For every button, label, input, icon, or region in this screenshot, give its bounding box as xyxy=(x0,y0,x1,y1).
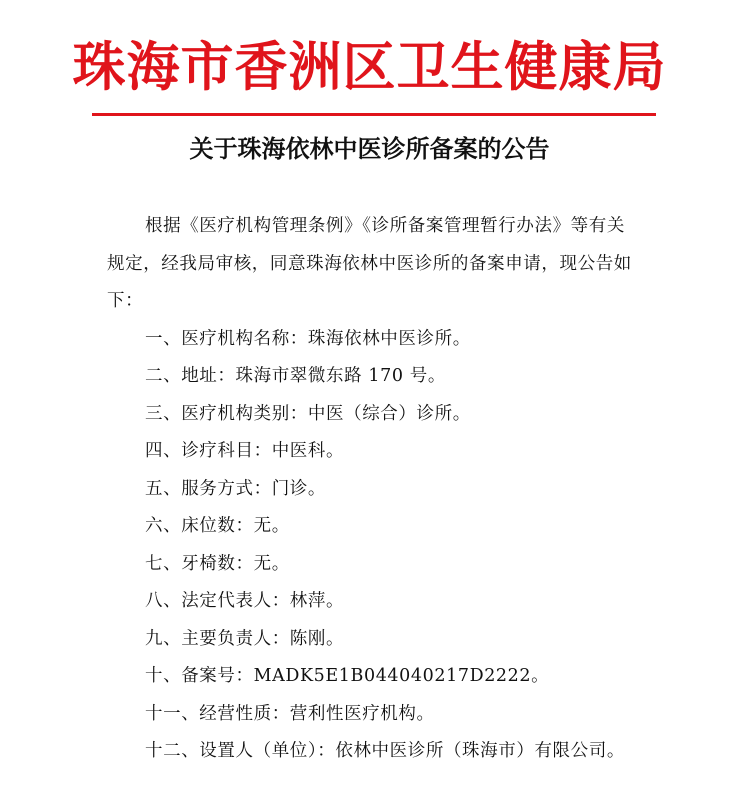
list-item: 三、医疗机构类别：中医（综合）诊所。 xyxy=(145,403,471,424)
list-item: 四、诊疗科目：中医科。 xyxy=(145,441,345,461)
list-item: 一、医疗机构名称：珠海依林中医诊所。 xyxy=(145,328,471,349)
list-item: 七、牙椅数：无。 xyxy=(145,553,290,574)
list-item: 八、法定代表人：林萍。 xyxy=(145,591,345,611)
document-title: 关于珠海依林中医诊所备案的公告 xyxy=(189,134,550,163)
intro-paragraph: 根据《医疗机构管理条例》《诊所备案管理暂行办法》等有关规定，经我局审核，同意珠海依林中医诊所的备案申请，现公告如下： xyxy=(107,216,632,311)
list-item: 五、服务方式：门诊。 xyxy=(145,478,326,499)
organization-header: 珠海市香洲区卫生健康局 xyxy=(72,36,667,98)
list-item: 六、床位数：无。 xyxy=(145,516,290,536)
red-divider-line xyxy=(92,113,656,116)
list-item: 九、主要负责人：陈刚。 xyxy=(145,628,345,649)
list-item: 十一、经营性质：营利性医疗机构。 xyxy=(145,703,435,724)
list-item: 十二、设置人（单位）：依林中医诊所（珠海市）有限公司。 xyxy=(145,741,625,761)
list-item: 二、地址：珠海市翠微东路 170 号。 xyxy=(145,366,446,386)
list-item: 十、备案号：MADK5E1B044040217D2222。 xyxy=(145,666,550,686)
document-body xyxy=(107,208,637,771)
